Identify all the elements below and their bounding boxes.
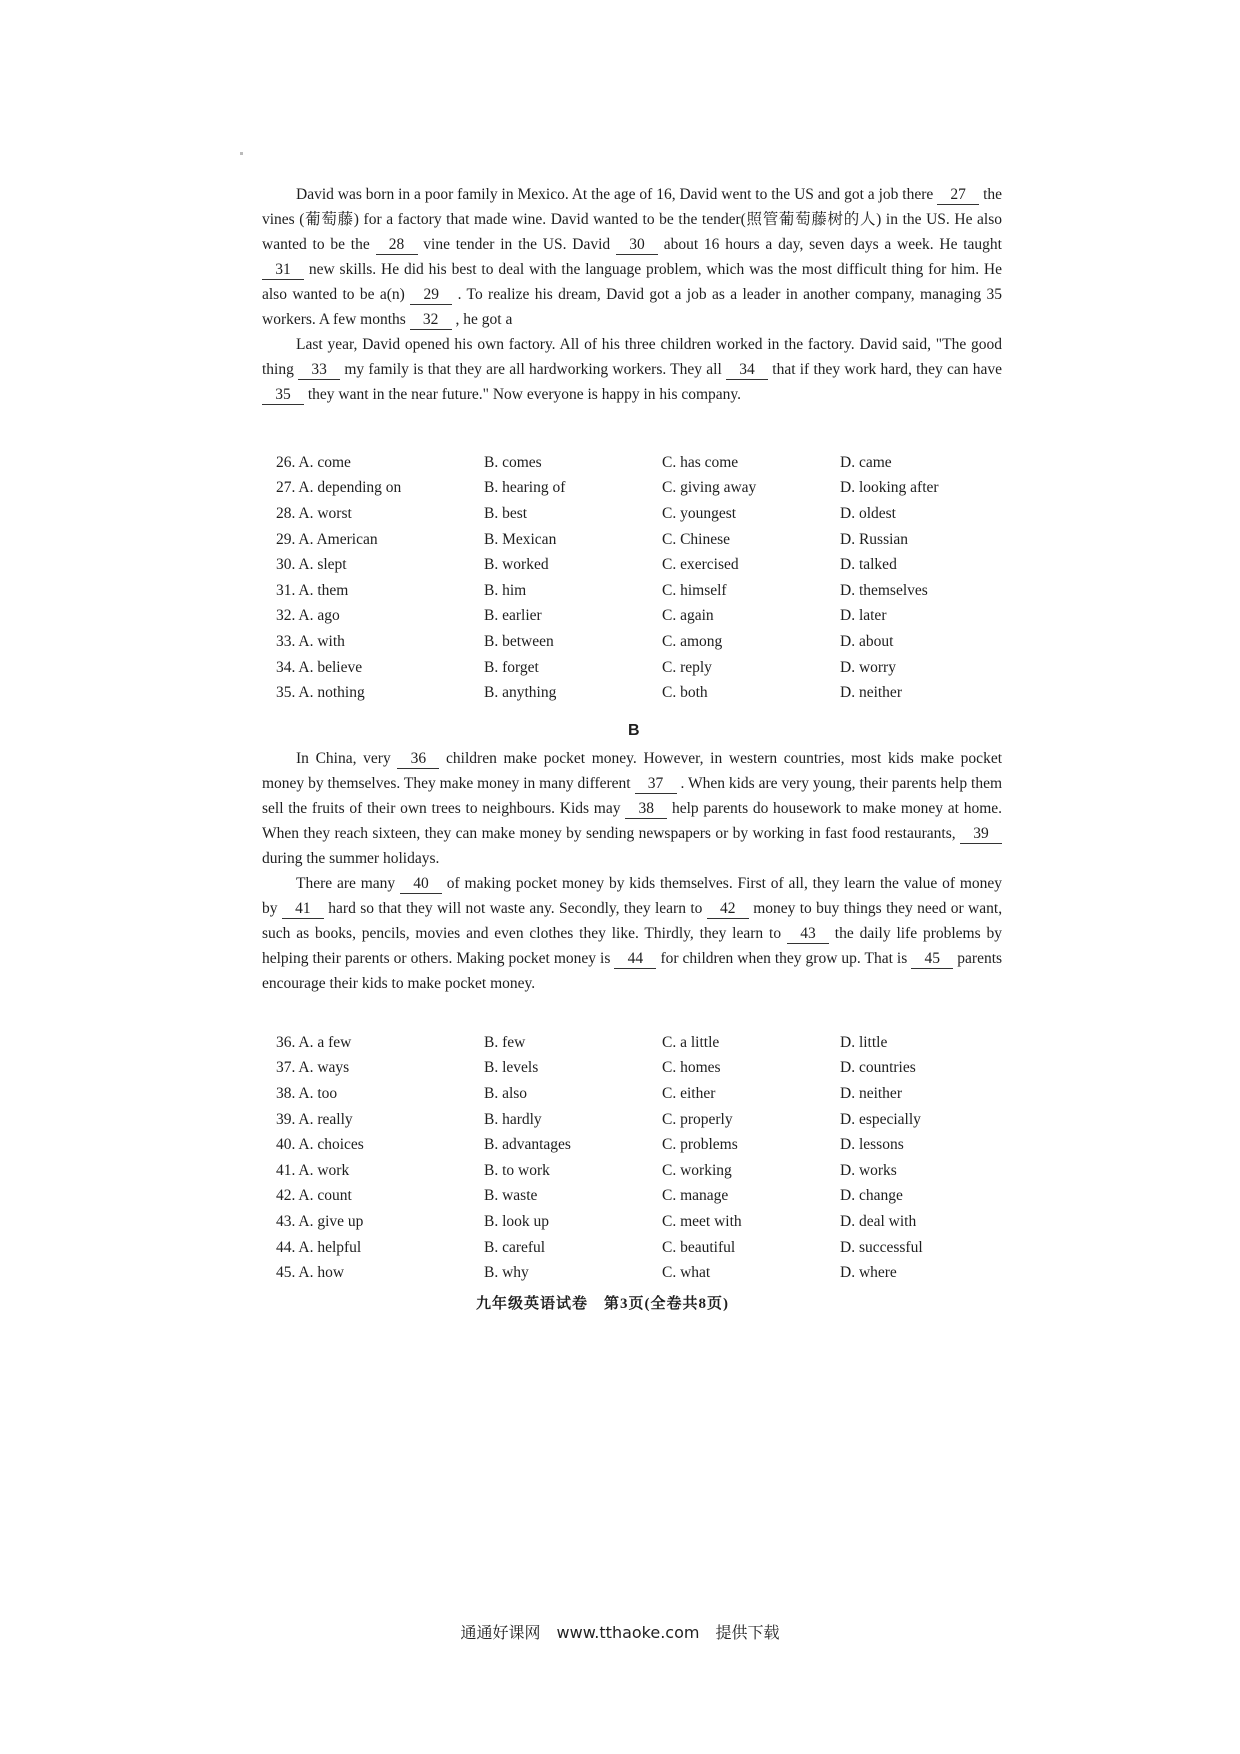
text-segment: money to buy things they need or want, such as books, pencils, movies and even clothes they like. Thirdly, they learn to (262, 900, 1003, 942)
option-d: D. themselves (840, 581, 928, 599)
option-d: D. where (840, 1264, 897, 1282)
option-b: B. few (484, 1033, 526, 1051)
text-segment: . When kids are very young, their parents help them sell the fruits of their own trees to neighbours. Kids may (262, 775, 1003, 817)
option-row (276, 1030, 996, 1056)
blank-45: 45 (911, 950, 953, 969)
option-row (276, 1209, 996, 1235)
text-segment: . To realize his dream, David got a job as a leader in another company, managing 35 workers. A few months (262, 286, 1003, 328)
option-a: 27. A. depending on (276, 479, 402, 497)
text-segment: children make pocket money. However, in western countries, most kids make pocket money by themselves. They make money in many different (262, 750, 1002, 792)
option-c: C. either (662, 1084, 716, 1102)
passage-b-paragraph-1 (262, 746, 1002, 871)
text-segment: they want in the near future." Now everyone is happy in his company. (307, 386, 742, 403)
text-segment: the vines (葡萄藤) for a factory that made wine. David wanted to be the tender(照管葡萄藤树的人) in the US. He also wanted to be the (262, 186, 1003, 253)
option-c: C. Chinese (662, 530, 731, 548)
blank-33: 33 (298, 361, 340, 380)
text-segment: during the summer holidays. (262, 850, 440, 867)
passage-a-paragraph-2 (262, 332, 1002, 407)
option-a: 42. A. count (276, 1187, 352, 1205)
option-a: 38. A. too (276, 1084, 338, 1102)
option-row (276, 501, 996, 527)
options-a (276, 450, 996, 706)
option-b: B. worked (484, 556, 549, 574)
text-segment: new skills. He did his best to deal with the language problem, which was the most difficult thing for him. He also wanted to be a(n) (262, 261, 1003, 303)
blank-39: 39 (960, 825, 1002, 844)
option-b: B. to work (484, 1161, 550, 1179)
option-c: C. beautiful (662, 1238, 736, 1256)
option-a: 30. A. slept (276, 556, 347, 574)
option-d: D. Russian (840, 530, 909, 548)
passage-a-paragraph-1 (262, 182, 1002, 332)
option-d: D. little (840, 1033, 888, 1051)
option-a: 35. A. nothing (276, 684, 365, 702)
blank-31: 31 (262, 261, 304, 280)
option-a: 26. A. come (276, 453, 351, 471)
site-footer: 通通好课网 www.tthaoke.com 提供下载 (460, 1623, 780, 1642)
option-b: B. between (484, 632, 554, 650)
option-c: C. among (662, 632, 723, 650)
option-row (276, 1260, 996, 1286)
option-row (276, 1107, 996, 1133)
option-d: D. talked (840, 556, 897, 574)
option-d: D. deal with (840, 1212, 917, 1230)
option-c: C. himself (662, 581, 727, 599)
option-a: 45. A. how (276, 1264, 345, 1282)
option-b: B. also (484, 1084, 528, 1102)
option-b: B. advantages (484, 1136, 571, 1154)
text-segment: David was born in a poor family in Mexico. At the age of 16, David went to the US and got a job there (296, 186, 934, 203)
option-c: C. working (662, 1161, 732, 1179)
option-b: B. forget (484, 658, 539, 676)
option-c: C. problems (662, 1136, 738, 1154)
blank-43: 43 (787, 925, 829, 944)
option-row (276, 1056, 996, 1082)
page-number-footer: 九年级英语试卷 第3页(全卷共8页) (476, 1296, 729, 1312)
option-d: D. came (840, 453, 892, 471)
passage-b (262, 746, 1002, 996)
option-d: D. lessons (840, 1136, 904, 1154)
option-d: D. change (840, 1187, 903, 1205)
option-c: C. youngest (662, 504, 737, 522)
option-d: D. especially (840, 1110, 921, 1128)
option-a: 40. A. choices (276, 1136, 364, 1154)
option-c: C. has come (662, 453, 739, 471)
option-b: B. hardly (484, 1110, 542, 1128)
option-a: 37. A. ways (276, 1059, 350, 1077)
text-segment: the daily life problems by helping their parents or others. Making pocket money is (262, 925, 1002, 967)
option-c: C. reply (662, 658, 712, 676)
option-a: 34. A. believe (276, 658, 363, 676)
blank-37: 37 (635, 775, 677, 794)
blank-28: 28 (376, 236, 418, 255)
option-row (276, 655, 996, 681)
option-c: C. what (662, 1264, 711, 1282)
option-d: D. worry (840, 658, 896, 676)
option-c: C. manage (662, 1187, 729, 1205)
option-a: 29. A. American (276, 530, 378, 548)
option-row (276, 680, 996, 706)
option-a: 32. A. ago (276, 607, 340, 625)
option-d: D. successful (840, 1238, 923, 1256)
blank-38: 38 (625, 800, 667, 819)
option-a: 31. A. them (276, 581, 349, 599)
option-row (276, 629, 996, 655)
text-segment: Last year, David opened his own factory. All of his three children worked in the factory. David said, "The good thing (262, 336, 1002, 378)
option-row (276, 552, 996, 578)
text-segment: hard so that they will not waste any. Secondly, they learn to (328, 900, 703, 917)
blank-41: 41 (282, 900, 324, 919)
text-segment: There are many (296, 875, 396, 892)
text-segment: help parents do housework to make money at home. When they reach sixteen, they can make money by sending newspapers or by working in fast food restaurants, (262, 800, 1002, 842)
text-segment: for children when they grow up. That is (660, 950, 908, 967)
text-segment: vine tender in the US. David (423, 236, 611, 253)
text-segment: of making pocket money by kids themselves. First of all, they learn the value of money by (262, 875, 1003, 917)
option-d: D. neither (840, 684, 902, 702)
option-c: C. properly (662, 1110, 733, 1128)
text-segment: In China, very (296, 750, 391, 767)
scan-speck (240, 152, 243, 155)
option-a: 28. A. worst (276, 504, 352, 522)
option-b: B. look up (484, 1212, 550, 1230)
option-c: C. a little (662, 1033, 720, 1051)
text-segment: , he got a (455, 311, 513, 328)
option-b: B. waste (484, 1187, 538, 1205)
option-b: B. hearing of (484, 479, 566, 497)
option-b: B. him (484, 581, 527, 599)
option-b: B. comes (484, 453, 542, 471)
option-b: B. earlier (484, 607, 542, 625)
option-b: B. anything (484, 684, 557, 702)
blank-34: 34 (726, 361, 768, 380)
option-c: C. giving away (662, 479, 757, 497)
option-row (276, 1184, 996, 1210)
option-d: D. neither (840, 1084, 902, 1102)
option-d: D. oldest (840, 504, 896, 522)
option-c: C. again (662, 607, 714, 625)
option-b: B. levels (484, 1059, 539, 1077)
option-b: B. best (484, 504, 528, 522)
option-a: 43. A. give up (276, 1212, 364, 1230)
option-c: C. exercised (662, 556, 739, 574)
option-a: 41. A. work (276, 1161, 350, 1179)
option-row (276, 450, 996, 476)
blank-27: 27 (937, 186, 979, 205)
option-row (276, 527, 996, 553)
text-segment: parents encourage their kids to make pocket money. (262, 950, 1003, 992)
option-d: D. later (840, 607, 887, 625)
option-b: B. why (484, 1264, 529, 1282)
passage-b-paragraph-2 (262, 871, 1002, 996)
option-a: 39. A. really (276, 1110, 353, 1128)
option-c: C. homes (662, 1059, 721, 1077)
option-a: 36. A. a few (276, 1033, 352, 1051)
blank-44: 44 (614, 950, 656, 969)
option-row (276, 1132, 996, 1158)
blank-36: 36 (397, 750, 439, 769)
passage-a (262, 182, 1002, 407)
text-segment: about 16 hours a day, seven days a week. He taught (663, 236, 1002, 253)
option-b: B. careful (484, 1238, 546, 1256)
option-row (276, 604, 996, 630)
options-b (276, 1030, 996, 1286)
option-row (276, 476, 996, 502)
blank-40: 40 (400, 875, 442, 894)
text-segment: that if they work hard, they can have (772, 361, 1003, 378)
blank-35: 35 (262, 386, 304, 405)
blank-30: 30 (616, 236, 658, 255)
text-segment: my family is that they are all hardworking workers. They all (344, 361, 722, 378)
blank-42: 42 (707, 900, 749, 919)
option-d: D. works (840, 1161, 897, 1179)
option-d: D. countries (840, 1059, 916, 1077)
option-row (276, 1235, 996, 1261)
option-d: D. looking after (840, 479, 939, 497)
option-d: D. about (840, 632, 894, 650)
option-row (276, 578, 996, 604)
option-c: C. both (662, 684, 708, 702)
option-a: 44. A. helpful (276, 1238, 362, 1256)
section-b-heading: B (628, 722, 640, 739)
option-row (276, 1081, 996, 1107)
option-c: C. meet with (662, 1212, 742, 1230)
option-b: B. Mexican (484, 530, 557, 548)
option-a: 33. A. with (276, 632, 345, 650)
blank-29: 29 (410, 286, 452, 305)
blank-32: 32 (410, 311, 452, 330)
option-row (276, 1158, 996, 1184)
